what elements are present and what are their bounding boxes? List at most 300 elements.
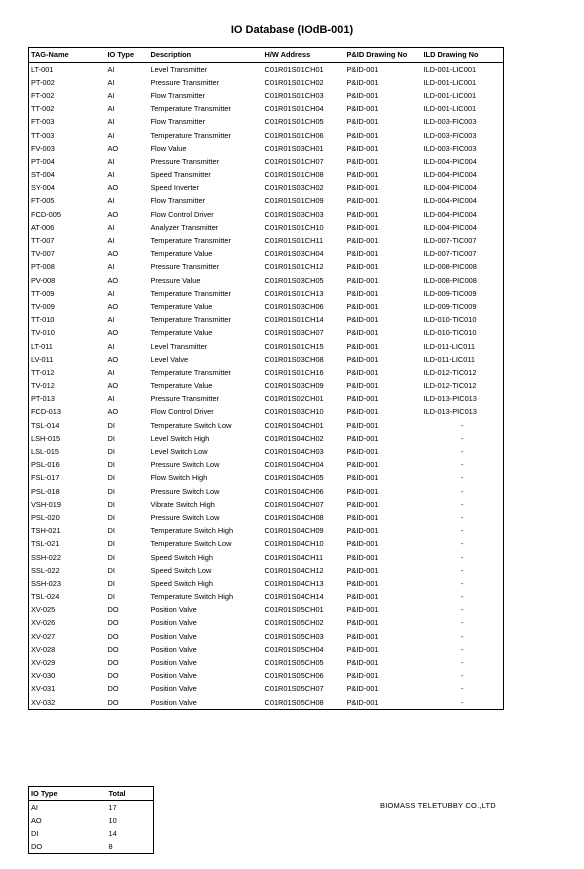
pid-drawing-cell: P&ID-001 [346,618,379,628]
tag-name-cell: PV-008 [31,275,56,285]
ild-drawing-cell: - [461,447,464,457]
tag-name-cell: FT-003 [31,117,55,127]
description-cell: Temperature Switch High [150,526,234,536]
ild-drawing-cell: - [461,618,464,628]
hw-address-cell: C01R01S01CH09 [264,196,324,206]
ild-drawing-cell: ILD-001-LIC001 [423,90,477,100]
table-row [29,274,504,287]
tag-name-cell: XV-030 [31,671,56,681]
table-row [29,392,504,405]
io-type-cell: DO [107,605,119,615]
hw-address-cell: C01R01S01CH03 [264,90,324,100]
hw-address-cell: C01R01S01CH15 [264,341,324,351]
pid-drawing-cell: P&ID-001 [346,420,379,430]
tag-name-cell: PT-002 [31,77,55,87]
tag-name-cell: LT-001 [31,64,54,74]
pid-drawing-cell: P&ID-001 [346,644,379,654]
io-type-cell: AI [107,77,115,87]
pid-drawing-cell: P&ID-001 [346,605,379,615]
column-header-ild-drawing-no: ILD Drawing No [422,48,504,63]
hw-address-cell: C01R01S01CH04 [264,104,324,114]
hw-address-cell: C01R01S01CH13 [264,288,324,298]
ild-drawing-cell: ILD-004-PIC004 [423,183,477,193]
hw-address-cell: C01R01S03CH03 [264,209,324,219]
description-cell: Temperature Switch High [150,592,234,602]
hw-address-cell: C01R01S01CH11 [264,236,324,246]
tag-name-cell: XV-028 [31,644,56,654]
io-type-cell: DI [107,433,115,443]
ild-drawing-cell: ILD-001-LIC001 [423,77,477,87]
summary-io-type-cell: DI [31,829,39,838]
description-cell: Pressure Switch Low [150,460,220,470]
description-cell: Temperature Transmitter [150,236,232,246]
io-type-cell: DI [107,592,115,602]
table-row [29,458,504,471]
ild-drawing-cell: ILD-009-TIC009 [423,301,477,311]
tag-name-cell: PSL-018 [31,486,60,496]
ild-drawing-cell: ILD-004-PIC004 [423,222,477,232]
table-row [29,181,504,194]
io-type-cell: AO [107,275,119,285]
description-cell: Level Transmitter [150,64,208,74]
ild-drawing-cell: - [461,631,464,641]
ild-drawing-cell: ILD-004-PIC004 [423,209,477,219]
table-row [29,76,504,89]
description-cell: Level Switch High [150,433,210,443]
pid-drawing-cell: P&ID-001 [346,447,379,457]
table-row [29,366,504,379]
ild-drawing-cell: ILD-003-FIC003 [423,143,477,153]
ild-drawing-cell: - [461,592,464,602]
io-type-cell: DO [107,644,119,654]
tag-name-cell: TT-002 [31,104,55,114]
description-cell: Flow Value [150,143,187,153]
ild-drawing-cell: - [461,671,464,681]
table-row [29,577,504,590]
io-type-cell: DO [107,658,119,668]
table-row [29,287,504,300]
hw-address-cell: C01R01S05CH03 [264,631,324,641]
hw-address-cell: C01R01S05CH02 [264,618,324,628]
table-row [29,115,504,128]
description-cell: Pressure Transmitter [150,156,220,166]
io-type-summary-table [28,786,154,854]
pid-drawing-cell: P&ID-001 [346,592,379,602]
io-type-cell: AO [107,381,119,391]
io-type-cell: AI [107,156,115,166]
hw-address-cell: C01R01S01CH08 [264,170,324,180]
page-title: IO Database (IOdB-001) [230,24,354,36]
table-row [29,498,504,511]
table-row [29,168,504,181]
io-type-cell: DO [107,618,119,628]
io-type-cell: AI [107,64,115,74]
tag-name-cell: TSL-014 [31,420,60,430]
table-row [29,485,504,498]
table-row [29,155,504,168]
table-row [29,221,504,234]
io-type-cell: AI [107,104,115,114]
pid-drawing-cell: P&ID-001 [346,539,379,549]
tag-name-cell: FV-003 [31,143,55,153]
summary-io-type-cell: AO [31,816,42,825]
io-type-cell: AI [107,90,115,100]
description-cell: Speed Switch High [150,578,213,588]
hw-address-cell: C01R01S04CH04 [264,460,324,470]
description-cell: Flow Switch High [150,473,208,483]
ild-drawing-cell: ILD-012-TIC012 [423,381,477,391]
ild-drawing-cell: ILD-011-LIC011 [423,354,475,364]
summary-total-cell: 8 [108,842,113,851]
hw-address-cell: C01R01S04CH06 [264,486,324,496]
description-cell: Position Valve [150,671,197,681]
io-type-cell: AO [107,209,119,219]
table-row [29,682,504,695]
hw-address-cell: C01R01S04CH13 [264,578,324,588]
description-cell: Position Valve [150,697,197,707]
tag-name-cell: TT-012 [31,367,55,377]
io-type-cell: AI [107,236,115,246]
tag-name-cell: TSL-021 [31,539,60,549]
table-row [29,379,504,392]
pid-drawing-cell: P&ID-001 [346,315,379,325]
tag-name-cell: XV-026 [31,618,56,628]
ild-drawing-cell: - [461,605,464,615]
pid-drawing-cell: P&ID-001 [346,381,379,391]
hw-address-cell: C01R01S03CH08 [264,354,324,364]
description-cell: Position Valve [150,605,197,615]
tag-name-cell: TV-012 [31,381,55,391]
tag-name-cell: ST-004 [31,170,55,180]
table-row [29,62,504,76]
pid-drawing-cell: P&ID-001 [346,104,379,114]
ild-drawing-cell: ILD-013-PIC013 [423,407,477,417]
ild-drawing-cell: ILD-010-TIC010 [423,315,477,325]
pid-drawing-cell: P&ID-001 [346,275,379,285]
pid-drawing-cell: P&ID-001 [346,209,379,219]
tag-name-cell: XV-025 [31,605,56,615]
hw-address-cell: C01R01S03CH07 [264,328,324,338]
tag-name-cell: LV-011 [31,354,54,364]
table-row [29,89,504,102]
tag-name-cell: LT-011 [31,341,53,351]
summary-total-cell: 14 [108,829,117,838]
description-cell: Flow Transmitter [150,90,206,100]
io-type-cell: AO [107,183,119,193]
pid-drawing-cell: P&ID-001 [346,262,379,272]
tag-name-cell: FT-005 [31,196,55,206]
tag-name-cell: SY-004 [31,183,55,193]
pid-drawing-cell: P&ID-001 [346,77,379,87]
tag-name-cell: PSL-020 [31,512,60,522]
table-row [29,208,504,221]
column-header-description: Description [149,48,263,63]
ild-drawing-cell: - [461,539,464,549]
ild-drawing-cell: - [461,499,464,509]
io-type-cell: DI [107,539,115,549]
table-row [29,419,504,432]
hw-address-cell: C01R01S04CH12 [264,565,324,575]
tag-name-cell: XV-032 [31,697,56,707]
hw-address-cell: C01R01S04CH08 [264,512,324,522]
hw-address-cell: C01R01S01CH06 [264,130,324,140]
description-cell: Analyzer Transmitter [150,222,219,232]
summary-total-cell: 17 [108,803,117,812]
table-row [29,537,504,550]
tag-name-cell: XV-031 [31,684,56,694]
ild-drawing-cell: - [461,512,464,522]
description-cell: Level Valve [150,354,189,364]
io-type-cell: AI [107,367,115,377]
io-type-cell: AI [107,196,115,206]
pid-drawing-cell: P&ID-001 [346,512,379,522]
ild-drawing-cell: ILD-008-PIC008 [423,262,477,272]
hw-address-cell: C01R01S04CH11 [264,552,324,562]
hw-address-cell: C01R01S03CH01 [264,143,324,153]
hw-address-cell: C01R01S01CH07 [264,156,324,166]
description-cell: Speed Inverter [150,183,199,193]
io-type-cell: DO [107,671,119,681]
table-row [29,405,504,418]
table-row [29,142,504,155]
pid-drawing-cell: P&ID-001 [346,552,379,562]
pid-drawing-cell: P&ID-001 [346,486,379,496]
tag-name-cell: TSL-024 [31,592,60,602]
hw-address-cell: C01R01S04CH02 [264,433,324,443]
pid-drawing-cell: P&ID-001 [346,433,379,443]
ild-drawing-cell: ILD-013-PIC013 [423,394,477,404]
io-type-cell: AO [107,249,119,259]
tag-name-cell: SSH-023 [31,578,61,588]
io-type-cell: AI [107,117,115,127]
table-row [29,300,504,313]
pid-drawing-cell: P&ID-001 [346,526,379,536]
table-header-row [29,48,504,63]
column-header-tag-name: TAG-Name [29,48,106,63]
hw-address-cell: C01R01S04CH09 [264,526,324,536]
summary-header-total: Total [107,787,154,801]
description-cell: Pressure Value [150,275,201,285]
io-database-table [28,47,504,710]
hw-address-cell: C01R01S02CH01 [264,394,324,404]
pid-drawing-cell: P&ID-001 [346,658,379,668]
description-cell: Flow Control Driver [150,407,214,417]
pid-drawing-cell: P&ID-001 [346,460,379,470]
tag-name-cell: PSL-016 [31,460,60,470]
pid-drawing-cell: P&ID-001 [346,341,379,351]
tag-name-cell: TSH-021 [31,526,61,536]
pid-drawing-cell: P&ID-001 [346,565,379,575]
tag-name-cell: FCD-005 [31,209,61,219]
io-type-cell: DI [107,460,115,470]
description-cell: Vibrate Switch High [150,499,215,509]
description-cell: Level Transmitter [150,341,208,351]
ild-drawing-cell: ILD-007-TIC007 [423,236,477,246]
ild-drawing-cell: - [461,460,464,470]
ild-drawing-cell: - [461,552,464,562]
hw-address-cell: C01R01S05CH07 [264,684,324,694]
io-type-cell: AI [107,170,115,180]
pid-drawing-cell: P&ID-001 [346,196,379,206]
ild-drawing-cell: ILD-004-PIC004 [423,196,477,206]
io-type-cell: AO [107,143,119,153]
description-cell: Position Valve [150,644,197,654]
description-cell: Position Valve [150,684,197,694]
io-type-cell: AI [107,394,115,404]
io-type-cell: AI [107,288,115,298]
table-row [29,564,504,577]
pid-drawing-cell: P&ID-001 [346,499,379,509]
hw-address-cell: C01R01S04CH05 [264,473,324,483]
hw-address-cell: C01R01S01CH01 [264,64,324,74]
description-cell: Flow Transmitter [150,196,206,206]
ild-drawing-cell: ILD-010-TIC010 [423,328,477,338]
ild-drawing-cell: ILD-004-PIC004 [423,156,477,166]
pid-drawing-cell: P&ID-001 [346,236,379,246]
io-type-cell: DI [107,565,115,575]
table-row [29,445,504,458]
io-type-cell: DI [107,552,115,562]
pid-drawing-cell: P&ID-001 [346,64,379,74]
column-header-hw-address: H/W Address [263,48,345,63]
table-row [29,669,504,682]
ild-drawing-cell: - [461,486,464,496]
pid-drawing-cell: P&ID-001 [346,367,379,377]
ild-drawing-cell: ILD-001-LIC001 [423,104,477,114]
table-row [29,696,504,710]
ild-drawing-cell: ILD-012-TIC012 [423,367,477,377]
ild-drawing-cell: ILD-011-LIC011 [423,341,475,351]
hw-address-cell: C01R01S03CH06 [264,301,324,311]
tag-name-cell: XV-027 [31,631,56,641]
description-cell: Flow Control Driver [150,209,214,219]
table-row [29,550,504,563]
description-cell: Temperature Transmitter [150,315,232,325]
pid-drawing-cell: P&ID-001 [346,170,379,180]
hw-address-cell: C01R01S05CH05 [264,658,324,668]
pid-drawing-cell: P&ID-001 [346,183,379,193]
hw-address-cell: C01R01S03CH02 [264,183,324,193]
table-row [29,326,504,339]
summary-header-io-type: IO Type [29,787,107,801]
io-type-cell: AI [107,222,115,232]
tag-name-cell: PT-008 [31,262,55,272]
table-row [29,511,504,524]
tag-name-cell: PT-013 [31,394,55,404]
tag-name-cell: TT-007 [31,236,55,246]
ild-drawing-cell: ILD-007-TIC007 [423,249,477,259]
io-type-cell: DI [107,420,115,430]
tag-name-cell: FSL-017 [31,473,60,483]
hw-address-cell: C01R01S04CH01 [264,420,324,430]
ild-drawing-cell: ILD-001-LIC001 [423,64,477,74]
ild-drawing-cell: - [461,658,464,668]
description-cell: Speed Switch Low [150,565,212,575]
table-row [29,353,504,366]
description-cell: Speed Transmitter [150,170,211,180]
tag-name-cell: VSH-019 [31,499,61,509]
tag-name-cell: TV-009 [31,301,55,311]
table-row [29,432,504,445]
description-cell: Pressure Switch Low [150,512,220,522]
description-cell: Position Valve [150,658,197,668]
ild-drawing-cell: - [461,473,464,483]
ild-drawing-cell: - [461,578,464,588]
ild-drawing-cell: ILD-004-PIC004 [423,170,477,180]
description-cell: Temperature Value [150,249,213,259]
table-row [29,616,504,629]
ild-drawing-cell: ILD-003-FIC003 [423,130,477,140]
hw-address-cell: C01R01S01CH12 [264,262,324,272]
io-type-cell: DI [107,473,115,483]
tag-name-cell: TV-007 [31,249,55,259]
hw-address-cell: C01R01S05CH01 [264,605,324,615]
hw-address-cell: C01R01S04CH14 [264,592,324,602]
hw-address-cell: C01R01S03CH04 [264,249,324,259]
description-cell: Temperature Switch Low [150,420,232,430]
table-row [29,247,504,260]
io-type-cell: AI [107,341,115,351]
column-header-pid-drawing-no: P&ID Drawing No [345,48,422,63]
hw-address-cell: C01R01S04CH07 [264,499,324,509]
pid-drawing-cell: P&ID-001 [346,301,379,311]
description-cell: Temperature Transmitter [150,104,232,114]
io-type-cell: DO [107,684,119,694]
table-row [29,524,504,537]
pid-drawing-cell: P&ID-001 [346,130,379,140]
pid-drawing-cell: P&ID-001 [346,671,379,681]
pid-drawing-cell: P&ID-001 [346,328,379,338]
pid-drawing-cell: P&ID-001 [346,697,379,707]
table-row [29,630,504,643]
table-row [29,656,504,669]
pid-drawing-cell: P&ID-001 [346,407,379,417]
tag-name-cell: TT-003 [31,130,55,140]
description-cell: Flow Transmitter [150,117,206,127]
pid-drawing-cell: P&ID-001 [346,156,379,166]
description-cell: Temperature Transmitter [150,367,232,377]
tag-name-cell: FCD-013 [31,407,61,417]
hw-address-cell: C01R01S03CH09 [264,381,324,391]
ild-drawing-cell: - [461,684,464,694]
pid-drawing-cell: P&ID-001 [346,394,379,404]
description-cell: Speed Switch High [150,552,213,562]
hw-address-cell: C01R01S03CH10 [264,407,324,417]
company-name: BIOMASS TELETUBBY CO.,LTD [380,801,496,810]
table-row [29,471,504,484]
ild-drawing-cell: - [461,526,464,536]
table-row [29,603,504,616]
tag-name-cell: XV-029 [31,658,56,668]
io-type-cell: AI [107,130,115,140]
hw-address-cell: C01R01S01CH14 [264,315,324,325]
tag-name-cell: TV-010 [31,328,55,338]
tag-name-cell: SSL-022 [31,565,60,575]
table-row [29,339,504,352]
description-cell: Level Switch Low [150,447,208,457]
description-cell: Pressure Transmitter [150,262,220,272]
pid-drawing-cell: P&ID-001 [346,90,379,100]
tag-name-cell: FT-002 [31,90,55,100]
io-type-cell: DI [107,499,115,509]
io-type-cell: DI [107,578,115,588]
description-cell: Pressure Transmitter [150,77,220,87]
column-header-io-type: IO Type [106,48,149,63]
tag-name-cell: TT-009 [31,288,55,298]
description-cell: Position Valve [150,631,197,641]
pid-drawing-cell: P&ID-001 [346,249,379,259]
hw-address-cell: C01R01S05CH08 [264,697,324,707]
